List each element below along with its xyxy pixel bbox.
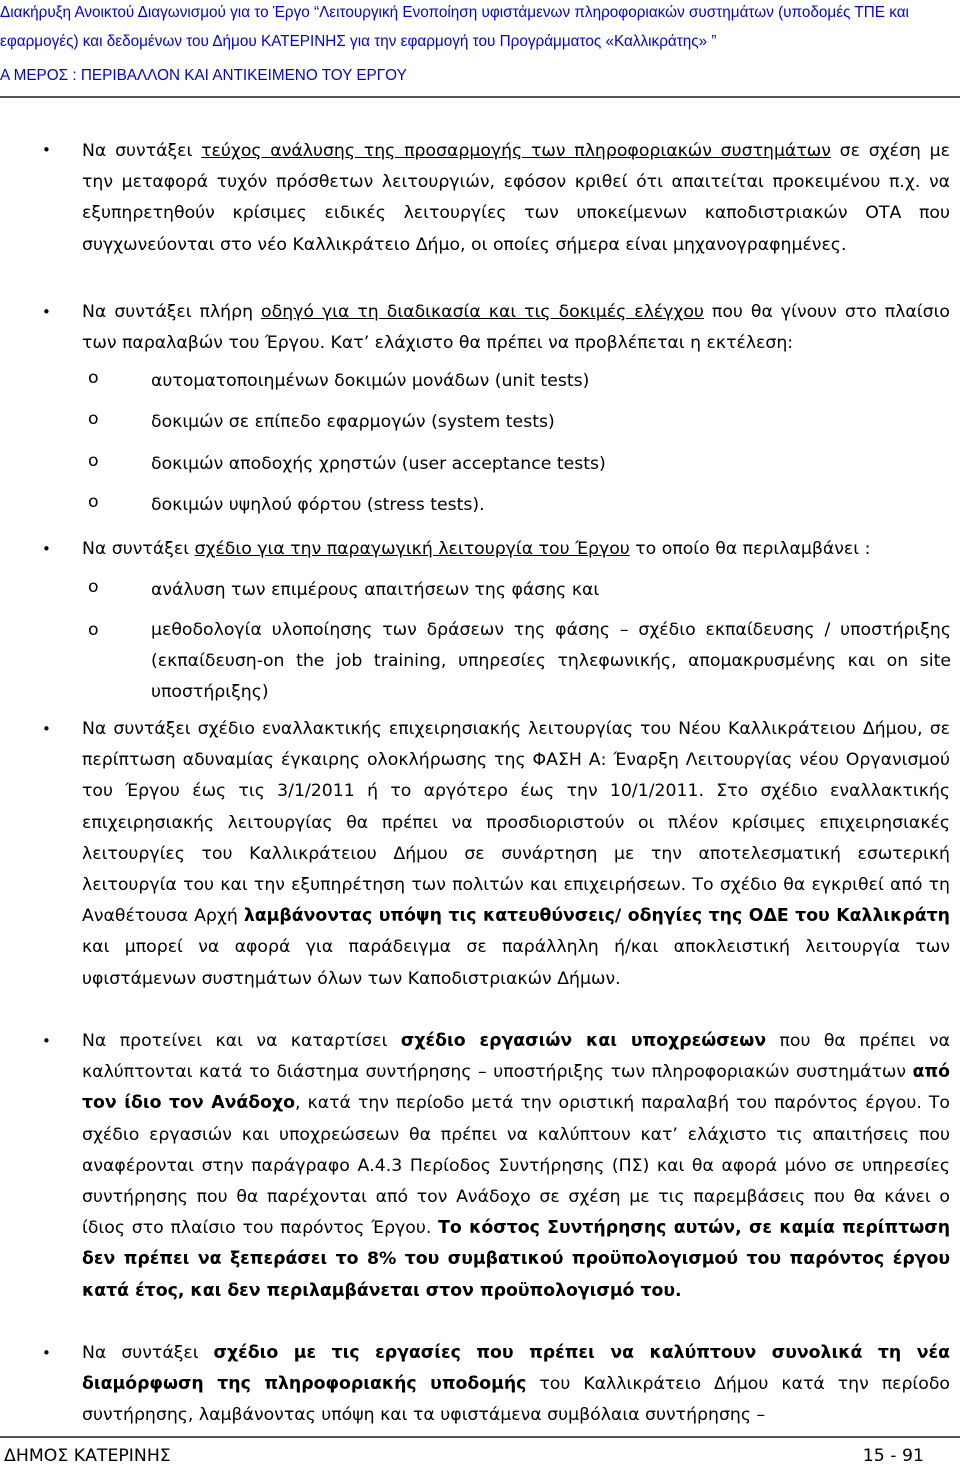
sub-bullet-marker: o: [88, 577, 99, 597]
list-item-user-acceptance-tests: δοκιμών αποδοχής χρηστών (user acceptance tests): [151, 454, 606, 474]
list-item-requirements-analysis: ανάλυση των επιμέρους απαιτήσεων της φάσης και: [151, 580, 600, 600]
doc-header-line-2: εφαρμογές) και δεδομένων του Δήμου ΚΑΤΕΡΙΝΗΣ για την εφαρμογή του Προγράμματος «Καλλικράτης» ”: [0, 33, 717, 50]
bullet-marker: •: [42, 141, 51, 159]
doc-header-line-1: Διακήρυξη Ανοικτού Διαγωνισμού για το Έργο “Λειτουργική Ενοποίηση υφιστάμενων πληροφοριακών συστημάτων (υποδομές ΤΠΕ και: [0, 4, 909, 21]
paragraph-production-plan: Να συντάξει σχέδιο για την παραγωγική λειτουργία του Έργου το οποίο θα περιλαμβάνει :: [82, 539, 871, 559]
sub-bullet-marker: o: [88, 492, 99, 512]
header-divider: [0, 96, 960, 98]
paragraph-maintenance-plan: Να προτείνει και να καταρτίσει σχέδιο εργασιών και υποχρεώσεων που θα πρέπει να καλύπτονται κατά το διάστημα συντήρησης – υποστήριξης των πληροφοριακών συστημάτων από τον ίδιο τον Ανάδοχο, κατά την περίοδο μετά την οριστική παραλαβή του παρόντος έργου. Το σχέδιο εργασιών και υποχρεώσεων θα πρέπει να καλύπτουν κατ’ ελάχιστο τις απαιτήσεις που αναφέρονται στην παράγραφο Α.4.3 Περίοδος Συντήρησης (ΠΣ) και θα αφορά μόνο σε υπηρεσίες συντήρησης που θα παρέχονται από τον Ανάδοχο σε σχέση με τις παρεμβάσεις που θα κάνει ο ίδιος στο πλαίσιο του παρόντος Έργου. Το κόστος Συντήρησης αυτών, σε καμία περίπτωση δεν πρέπει να ξεπεράσει το 8% του συμβατικού προϋπολογισμού του παρόντος έργου κατά έτος, και δεν περιλαμβάνεται στον προϋπολογισμό του.: [82, 1031, 951, 1301]
sub-bullet-marker: o: [88, 368, 99, 388]
list-item-stress-tests: δοκιμών υψηλού φόρτου (stress tests).: [151, 495, 485, 515]
bullet-marker: •: [42, 303, 51, 321]
footer-divider: [0, 1436, 960, 1438]
bullet-marker: •: [42, 720, 51, 738]
paragraph-test-guide: Να συντάξει πλήρη οδηγό για τη διαδικασία και τις δοκιμές ελέγχου που θα γίνουν στο πλαίσιο των παραλαβών του Έργου. Κατ’ ελάχιστο θα πρέπει να προβλέπεται η εκτέλεση:: [82, 302, 950, 354]
bullet-marker: •: [42, 1344, 51, 1362]
bullet-marker: •: [42, 1032, 51, 1050]
list-item-system-tests: δοκιμών σε επίπεδο εφαρμογών (system tests): [151, 412, 555, 432]
paragraph-infrastructure-plan: Να συντάξει σχέδιο με τις εργασίες που πρέπει να καλύπτουν συνολικά τη νέα διαμόρφωση της πληροφοριακής υποδομής του Καλλικράτειο Δήμου κατά την περίοδο συντήρησης, λαμβάνοντας υπόψη και τα υφιστάμενα συμβόλαια συντήρησης –: [82, 1343, 951, 1426]
paragraph-analysis: Να συντάξει τεύχος ανάλυσης της προσαρμογής των πληροφοριακών συστημάτων σε σχέση με την μεταφορά τυχόν πρόσθετων λειτουργιών, εφόσον κριθεί ότι απαιτείται προκειμένου π.χ. να εξυπηρετηθούν κρίσιμες ειδικές λειτουργίες των υποκείμενων καποδιστριακών ΟΤΑ που συγχωνεύονται στο νέο Καλλικράτειο Δήμο, οι οποίες σήμερα είναι μηχανογραφημένες.: [82, 141, 950, 255]
sub-bullet-marker: o: [88, 620, 99, 640]
sub-bullet-marker: o: [88, 451, 99, 471]
sub-bullet-marker: o: [88, 409, 99, 429]
bullet-marker: •: [42, 540, 51, 558]
section-title: Α ΜΕΡΟΣ : ΠΕΡΙΒΑΛΛΟΝ ΚΑΙ ΑΝΤΙΚΕΙΜΕΝΟ ΤΟΥ ΕΡΓΟΥ: [0, 67, 407, 84]
page-number: 15 - 91: [862, 1446, 924, 1466]
list-item-methodology: μεθοδολογία υλοποίησης των δράσεων της φάσης – σχέδιο εκπαίδευσης / υποστήριξης (εκπαίδευση-on the job training, υπηρεσίες τηλεφωνικής, απομακρυσμένης και on site υποστήριξης): [151, 620, 951, 703]
paragraph-alternative-plan: Να συντάξει σχέδιο εναλλακτικής επιχειρησιακής λειτουργίας του Νέου Καλλικράτειου Δήμου, σε περίπτωση αδυναμίας έγκαιρης ολοκλήρωσης της ΦΑΣΗ Α: Έναρξη Λειτουργίας νέου Οργανισμού του Έργου έως τις 3/1/2011 ή το αργότερο έως την 10/1/2011. Στο σχέδιο εναλλακτικής επιχειρησιακής λειτουργίας θα πρέπει να προσδιοριστούν οι πλέον κρίσιμες επιχειρησιακές λειτουργίες του Καλλικράτειου Δήμου σε συνάρτηση με την αποτελεσματική εσωτερική λειτουργία του και την εξυπηρέτηση των πολιτών και επιχειρήσεων. Το σχέδιο θα εγκριθεί από τη Αναθέτουσα Αρχή λαμβάνοντας υπόψη τις κατευθύνσεις/ οδηγίες της ΟΔΕ του Καλλικράτη και μπορεί να αφορά για παράδειγμα σε παράλληλη ή/και αποκλειστική λειτουργία των υφιστάμενων συστημάτων όλων των Καποδιστριακών Δήμων.: [82, 719, 950, 989]
list-item-unit-tests: αυτοματοποιημένων δοκιμών μονάδων (unit tests): [151, 371, 590, 391]
footer-municipality: ΔΗΜΟΣ ΚΑΤΕΡΙΝΗΣ: [4, 1446, 171, 1466]
